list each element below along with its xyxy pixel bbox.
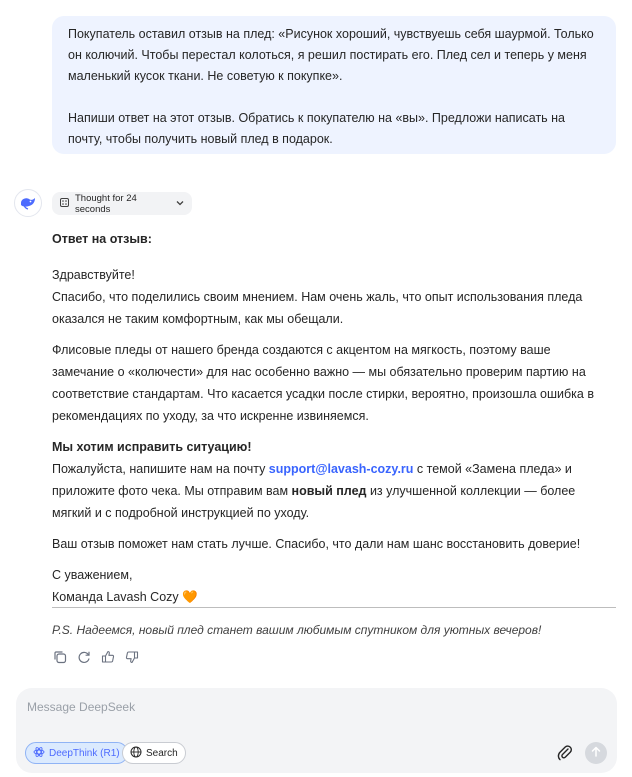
message-input[interactable] — [27, 700, 587, 714]
deepthink-toggle[interactable] — [25, 742, 128, 764]
signature-text: Команда Lavash Cozy — [52, 590, 179, 604]
deepthink-label: DeepThink (R1) — [49, 747, 120, 759]
message-actions — [52, 649, 140, 667]
copy-icon[interactable] — [52, 649, 68, 665]
thanks-paragraph: Спасибо, что поделились своим мнением. Нам очень жаль, что опыт использования пледа оказался не таким комфортным, как мы обещали. — [52, 290, 583, 326]
fix-heading: Мы хотим исправить ситуацию! — [52, 440, 252, 454]
regards-text: С уважением, — [52, 568, 133, 582]
atom-icon — [33, 746, 45, 761]
fix-paragraph — [52, 458, 616, 524]
thought-toggle-button[interactable] — [52, 192, 192, 215]
heart-emoji: 🧡 — [182, 590, 198, 604]
paperclip-icon[interactable] — [556, 744, 574, 762]
fix-text: из улучшенной коллекции — более мягкий и с подробной инструкцией по уходу. — [52, 484, 576, 520]
globe-icon — [130, 746, 142, 761]
fix-text: с темой «Замена пледа» и приложите фото чека. Мы отправим вам — [52, 462, 572, 498]
divider — [52, 607, 616, 608]
assistant-message — [52, 228, 616, 608]
arrow-up-icon — [591, 744, 601, 762]
regenerate-icon[interactable] — [76, 649, 92, 665]
chevron-down-icon — [176, 198, 184, 209]
fix-text: Пожалуйста, напишите нам на почту — [52, 462, 269, 476]
user-message-paragraph: Напиши ответ на этот отзыв. Обратись к покупателю на «вы». Предложи написать на почту, чтобы получить новый плед в подарок. — [68, 111, 566, 146]
message-composer — [16, 688, 617, 773]
search-label: Search — [146, 747, 178, 759]
thought-label: Thought for 24 seconds — [75, 192, 137, 215]
search-toggle[interactable] — [122, 742, 186, 764]
fix-bold-text: новый плед — [291, 484, 367, 498]
greeting-text: Здравствуйте! — [52, 268, 135, 282]
deepseek-logo-icon — [14, 189, 42, 217]
answer-heading: Ответ на отзыв: — [52, 232, 152, 246]
fleece-paragraph: Флисовые пледы от нашего бренда создаются с акцентом на мягкость, поэтому ваше замечание о «колючести» для нас особенно важно — мы обязательно проверим партию на соответствие стандартам. Что касается усадки после стирки, вероятно, произошла ошибка в рекомендациях по уходу, за что искренне извиняемся. — [52, 343, 594, 423]
thumbs-up-icon[interactable] — [100, 649, 116, 665]
signature-line — [52, 586, 616, 608]
send-button[interactable] — [585, 742, 607, 764]
user-message-bubble — [52, 16, 616, 154]
support-email-link[interactable]: support@lavash-cozy.ru — [268, 462, 414, 476]
ps-text: P.S. Надеемся, новый плед станет вашим любимым спутником для уютных вечеров! — [52, 623, 542, 637]
thinking-icon — [60, 198, 69, 210]
closing-paragraph: Ваш отзыв поможет нам стать лучше. Спасибо, что дали нам шанс восстановить доверие! — [52, 537, 581, 551]
thumbs-down-icon[interactable] — [124, 649, 140, 665]
user-message-paragraph: Покупатель оставил отзыв на плед: «Рисунок хороший, чувствуешь себя шаурмой. Только он колючий. Чтобы перестал колоться, я решил постирать его. Плед сел и теперь у меня маленький кусок ткани. Не советую к покупке». — [68, 27, 594, 83]
